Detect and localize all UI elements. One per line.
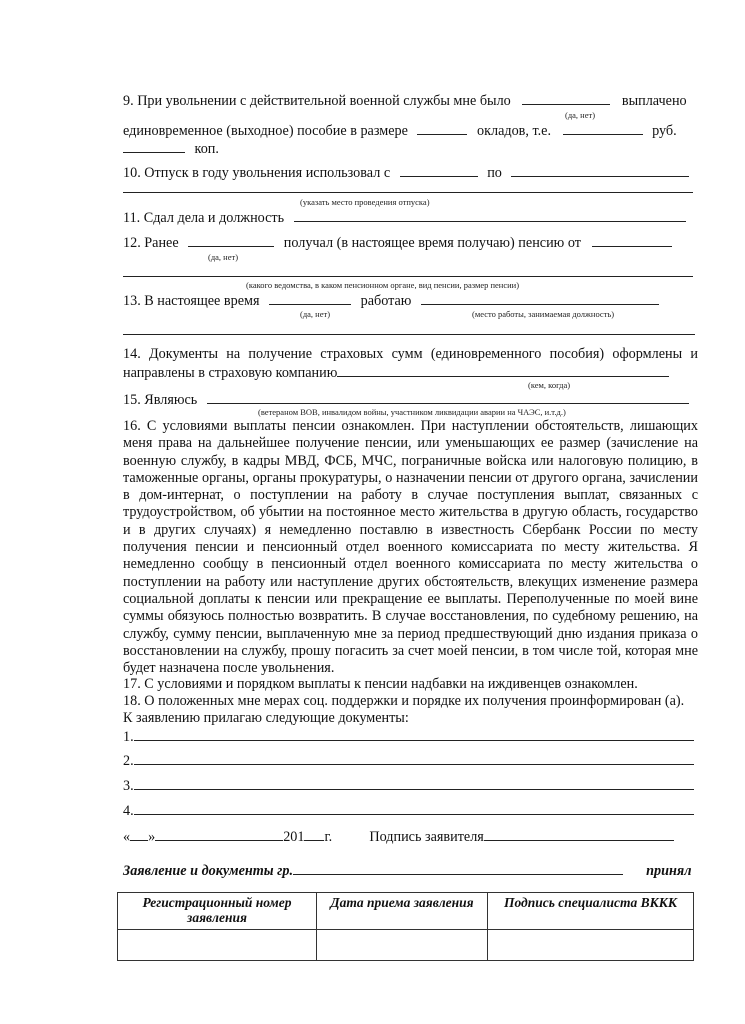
attachment-number: 3. — [123, 778, 134, 794]
header-receipt-date: Дата приема заявления — [317, 893, 488, 930]
item-11-text: 11. Сдал дела и должность — [123, 210, 285, 226]
item-10-to-field[interactable] — [511, 164, 689, 177]
item-13-text: 13. В настоящее время — [123, 293, 260, 309]
item-14-line-1: 14. Документы на получение страховых сумм (единовременного пособия) оформлены и — [123, 346, 698, 362]
item-16-line: немедленно сообщу в пенсионный отдел военного комиссариата по месту жительства о — [123, 556, 698, 573]
item-13-work-text: работаю — [360, 293, 412, 309]
applicant-signature-label: Подпись заявителя — [369, 829, 484, 845]
item-10-line — [123, 164, 698, 182]
item-10-place-field[interactable] — [123, 192, 693, 193]
item-9-benefit-text: единовременное (выходное) пособие в размере — [123, 123, 408, 139]
item-9-kop-label: коп. — [194, 141, 219, 157]
attachment-line-1 — [123, 728, 698, 746]
item-16-line: трудоустройством, об убытии на постоянное место жительства в другую область, государство — [123, 504, 698, 521]
receipt-date-cell[interactable] — [317, 930, 488, 961]
item-16-paragraph — [123, 418, 698, 677]
item-9-paid-text: выплачено — [621, 93, 687, 109]
item-16-line: 16. С условиями выплаты пенсии ознакомлен. При наступлении обстоятельств, лишающих — [123, 418, 698, 434]
attachment-number: 2. — [123, 753, 134, 769]
item-16-line: суммы обязуюсь полностью возвратить. В случае восстановления, по судебному решению, на — [123, 608, 698, 625]
item-9-rubles-field[interactable] — [563, 122, 643, 135]
item-9-yes-no-field[interactable] — [522, 92, 610, 105]
item-12-line — [123, 234, 698, 252]
item-9-text: 9. При увольнении с действительной военной службы мне было — [123, 93, 511, 109]
item-10-from-field[interactable] — [400, 164, 478, 177]
item-16-line: таможенные органы, органы прокуратуры, о назначении пенсии от другого органа, зачислении — [123, 469, 698, 486]
attachment-number: 4. — [123, 803, 134, 819]
item-16-line: получения пенсии и пенсионный отдел военного комиссариата по месту жительства. Я — [123, 539, 698, 556]
registration-table — [117, 892, 694, 961]
item-9-salaries-text: окладов, т.е. — [477, 123, 551, 139]
attachment-line-3 — [123, 777, 698, 795]
date-quote-open: « — [123, 829, 131, 845]
item-16-line: будет назначена после увольнения. — [123, 660, 335, 677]
item-13-hint-work: (место работы, занимаемая должность) — [472, 309, 615, 319]
item-13-yes-no-field[interactable] — [269, 292, 351, 305]
item-16-line: военную службу, в кадры МВД, ФСБ, МЧС, пограничные войска или налоговую полицию, в — [123, 452, 698, 469]
item-10-to-label: по — [487, 165, 502, 181]
item-18-text: 18. О положенных мне мерах соц. поддержки и порядке их получения проинформирован (а). — [123, 693, 685, 709]
item-16-line: восстановлении на службу, прошу погасить за счет моей пенсии, в том числе той, которая мне — [123, 642, 698, 659]
item-16-line: меня права на дальнейшее получение пенсии, или уменьшающих ее размер (зачисление на — [123, 435, 698, 452]
item-9-salaries-count-field[interactable] — [417, 122, 467, 135]
accepted-by-label: принял — [646, 863, 692, 879]
date-year-field[interactable] — [304, 828, 324, 841]
item-13-work-field[interactable] — [421, 292, 659, 305]
item-12-from-field[interactable] — [592, 234, 672, 247]
date-quote-close: » — [148, 829, 156, 845]
accepted-name-field[interactable] — [293, 862, 623, 875]
item-16-line: службу, сумму пенсии, выплаченную мне за период предшествующий дню издания приказа о — [123, 625, 698, 642]
item-10-hint: (указать место проведения отпуска) — [300, 197, 430, 207]
item-12-text: 12. Ранее — [123, 235, 179, 251]
item-9-line-1 — [123, 92, 698, 110]
date-month-field[interactable] — [155, 828, 283, 841]
item-17-text: 17. С условиями и порядком выплаты к пенсии надбавки на иждивенцев ознакомлен. — [123, 676, 638, 692]
item-9-hint-yes-no: (да, нет) — [565, 110, 596, 120]
attachment-number: 1. — [123, 729, 134, 745]
item-15-hint: (ветераном ВОВ, инвалидом войны, участником ликвидации аварии на ЧАЭС, и.т.д.) — [258, 407, 566, 417]
registration-number-cell[interactable] — [118, 930, 317, 961]
attachment-line-2 — [123, 752, 698, 770]
item-16-line: и в других случаях) я немедленно поставлю в известность Сбербанк России по месту — [123, 521, 698, 538]
item-12-detail-field[interactable] — [123, 276, 693, 277]
header-registration-number: Регистрационный номер заявления — [118, 893, 317, 930]
item-14-text: направлены в страховую компанию — [123, 365, 338, 381]
accepted-line — [123, 862, 698, 880]
item-12-hint-detail: (какого ведомства, в каком пенсионном органе, вид пенсии, размер пенсии) — [246, 280, 520, 290]
date-year-suffix: г. — [324, 829, 333, 845]
item-11-position-field[interactable] — [294, 209, 686, 222]
signature-line — [123, 828, 698, 846]
item-15-text: 15. Являюсь — [123, 392, 198, 408]
item-15-status-field[interactable] — [207, 391, 689, 404]
item-13-hint-yes-no: (да, нет) — [300, 309, 331, 319]
item-10-text: 10. Отпуск в году увольнения использовал с — [123, 165, 391, 181]
item-12-pension-text: получал (в настоящее время получаю) пенсию от — [283, 235, 581, 251]
item-9-line-3 — [123, 140, 698, 158]
item-9-kopecks-field[interactable] — [123, 140, 185, 153]
item-13-extra-field[interactable] — [123, 334, 695, 335]
item-13-line — [123, 292, 698, 310]
date-year-prefix: 201 — [283, 829, 305, 845]
attachment-field-3[interactable] — [134, 777, 694, 790]
header-specialist-signature: Подпись специалиста ВККК — [488, 893, 694, 930]
attachment-field-4[interactable] — [134, 802, 694, 815]
registration-table-header — [118, 893, 694, 930]
item-14-hint: (кем, когда) — [528, 380, 571, 390]
item-16-line: поступлении на работу или наступление других обстоятельств, влекущих изменение размера — [123, 573, 698, 590]
attachment-line-4 — [123, 802, 698, 820]
item-12-hint-yes-no: (да, нет) — [208, 252, 239, 262]
item-9-line-2 — [123, 122, 698, 140]
table-row — [118, 930, 694, 961]
attachments-intro: К заявлению прилагаю следующие документы: — [123, 710, 409, 726]
item-11-line — [123, 209, 698, 227]
item-12-yes-no-field[interactable] — [188, 234, 274, 247]
applicant-signature-field[interactable] — [484, 828, 674, 841]
item-16-line: в дом-интернат, о поступлении на работу в случае поступления выплат, связанных с — [123, 487, 698, 504]
item-9-rub-label: руб. — [652, 123, 677, 139]
accepted-label: Заявление и документы гр. — [123, 863, 294, 879]
specialist-signature-cell[interactable] — [488, 930, 694, 961]
item-16-line: социальной доплаты к пенсии или прекращение ее выплаты. Переполученные по моей вине — [123, 590, 698, 607]
attachment-field-2[interactable] — [134, 752, 694, 765]
attachment-field-1[interactable] — [134, 728, 694, 741]
item-14-company-field[interactable] — [337, 364, 669, 377]
item-14-line-2 — [123, 364, 698, 382]
date-day-field[interactable] — [130, 828, 148, 841]
